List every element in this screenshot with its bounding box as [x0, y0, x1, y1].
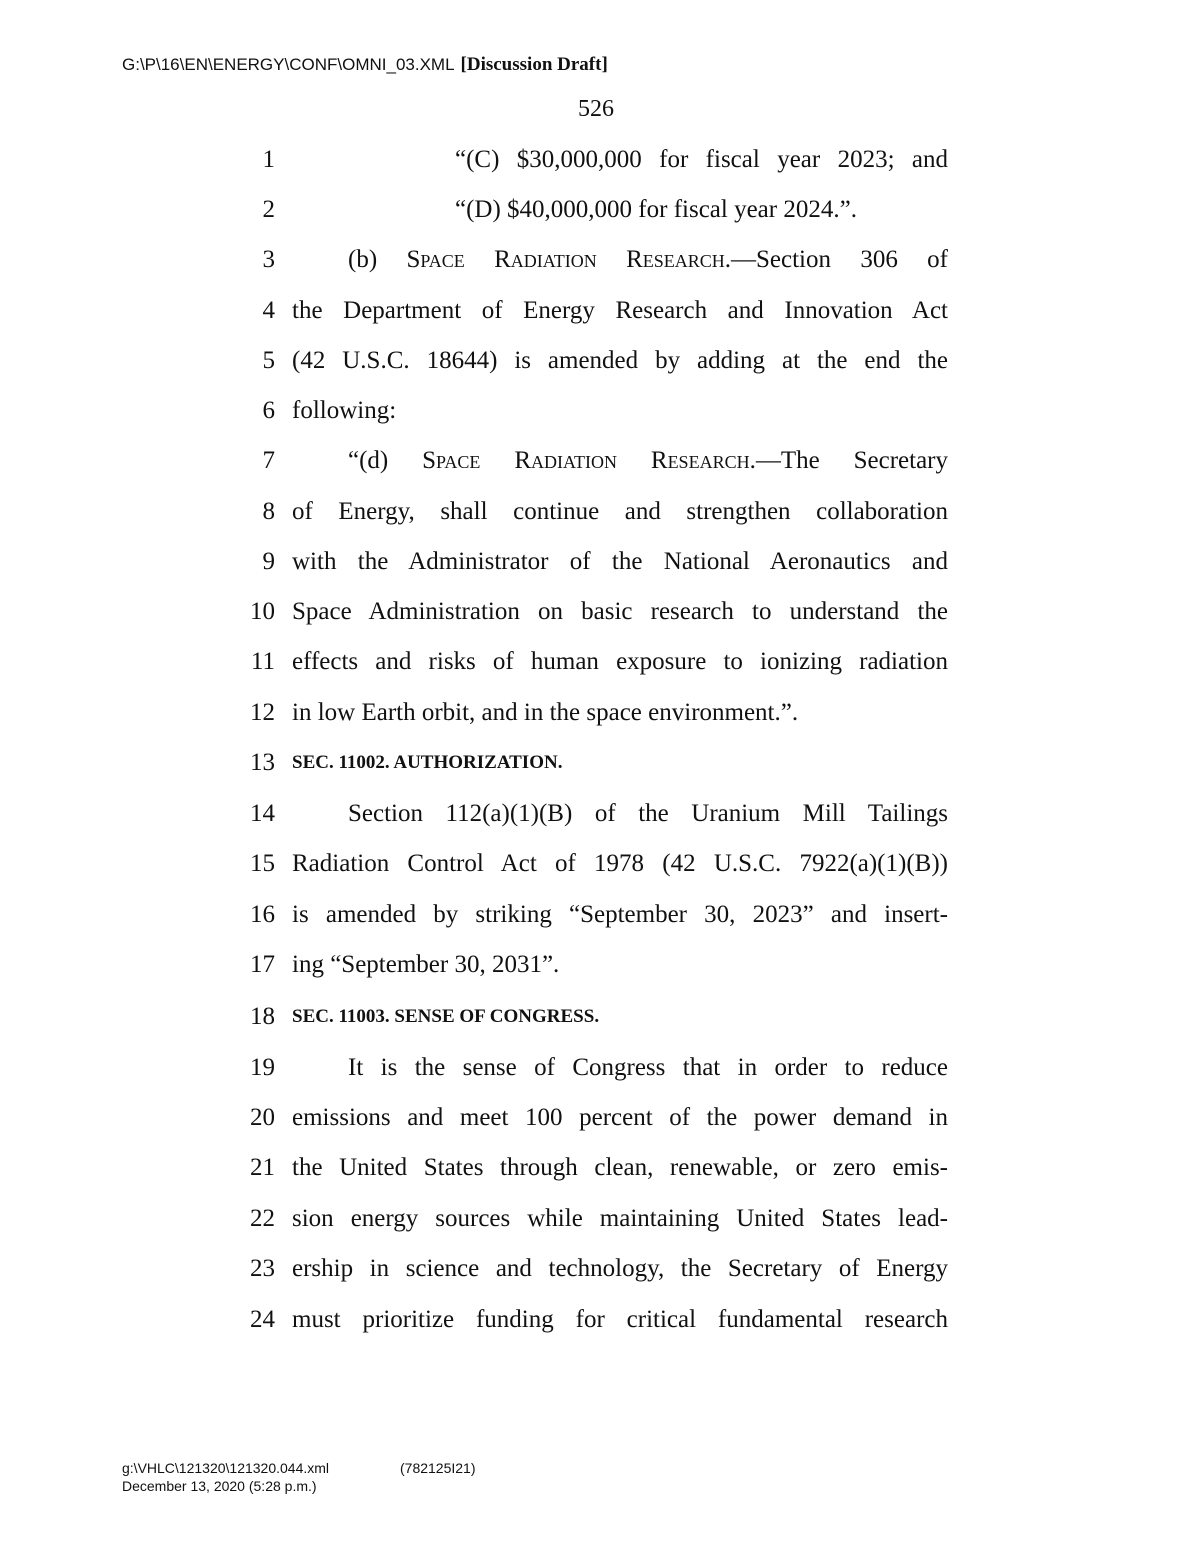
line-number: 7 [262, 447, 275, 474]
line-17 [0, 947, 1192, 983]
line-number: 15 [250, 850, 275, 877]
line-text: ing “September 30, 2031”. [292, 951, 560, 978]
line-number: 6 [262, 397, 275, 424]
footer-code: (782125I21) [400, 1460, 476, 1476]
subsection-heading: Space Radiation Research. [406, 246, 732, 273]
document-footer [122, 1459, 476, 1495]
line-number: 2 [262, 196, 275, 223]
line-number: 5 [262, 347, 275, 374]
line-number: 4 [262, 297, 275, 324]
line-22 [0, 1201, 1192, 1237]
subsection-text: —The Secretary [755, 447, 948, 474]
line-5 [0, 343, 1192, 379]
line-text [348, 443, 948, 479]
line-18 [0, 999, 1192, 1035]
line-number: 21 [250, 1154, 275, 1181]
line-number: 3 [262, 246, 275, 273]
footer-date: December 13, 2020 (5:28 p.m.) [122, 1478, 317, 1494]
line-text: Section 112(a)(1)(B) of the Uranium Mill Tailings [348, 800, 948, 827]
line-19 [0, 1050, 1192, 1086]
line-7 [0, 443, 1192, 479]
line-16 [0, 897, 1192, 933]
line-number: 10 [250, 598, 275, 625]
line-8 [0, 494, 1192, 530]
line-text: “(D) $40,000,000 for fiscal year 2024.”. [455, 196, 857, 223]
line-14 [0, 796, 1192, 832]
section-heading: SEC. 11002. AUTHORIZATION. [292, 752, 563, 773]
line-12 [0, 695, 1192, 731]
line-text: “(C) $30,000,000 for fiscal year 2023; and [455, 146, 948, 173]
line-text: must prioritize funding for critical fundamental research [292, 1306, 948, 1333]
line-20 [0, 1100, 1192, 1136]
line-number: 22 [250, 1205, 275, 1232]
draft-status: [Discussion Draft] [460, 54, 608, 75]
line-number: 11 [250, 648, 275, 675]
line-13 [0, 745, 1192, 781]
line-21 [0, 1150, 1192, 1186]
line-6 [0, 393, 1192, 429]
line-text [348, 242, 948, 278]
line-9 [0, 544, 1192, 580]
line-text: (42 U.S.C. 18644) is amended by adding at the end the [292, 347, 948, 374]
page-number: 526 [578, 96, 614, 122]
line-text: effects and risks of human exposure to ionizing radiation [292, 648, 948, 675]
line-number: 23 [250, 1255, 275, 1282]
subsection-designation: (b) [348, 246, 407, 273]
file-path: G:\P\16\EN\ENERGY\CONF\OMNI_03.XML [122, 55, 455, 74]
line-1 [0, 142, 1192, 178]
line-text: Radiation Control Act of 1978 (42 U.S.C. 7922(a)(1)(B)) [292, 850, 948, 877]
line-2 [0, 192, 1192, 228]
line-text: sion energy sources while maintaining United States lead- [292, 1205, 948, 1232]
line-text: emissions and meet 100 percent of the power demand in [292, 1104, 948, 1131]
line-number: 14 [250, 800, 275, 827]
line-text: in low Earth orbit, and in the space environment.”. [292, 699, 799, 726]
subsection-text: —Section 306 of [731, 246, 948, 273]
line-text: is amended by striking “September 30, 2023” and insert- [292, 901, 948, 928]
line-number: 9 [262, 548, 275, 575]
line-text: ership in science and technology, the Secretary of Energy [292, 1255, 948, 1282]
footer-file: g:\VHLC\121320\121320.044.xml [122, 1460, 330, 1476]
line-text: It is the sense of Congress that in order to reduce [348, 1054, 948, 1081]
line-number: 18 [250, 1003, 275, 1030]
line-number: 17 [250, 951, 275, 978]
line-number: 20 [250, 1104, 275, 1131]
line-24 [0, 1302, 1192, 1338]
line-text: with the Administrator of the National Aeronautics and [292, 548, 948, 575]
line-number: 8 [262, 498, 275, 525]
line-10 [0, 594, 1192, 630]
line-3 [0, 242, 1192, 278]
line-number: 16 [250, 901, 275, 928]
line-23 [0, 1251, 1192, 1287]
line-number: 19 [250, 1054, 275, 1081]
section-heading: SEC. 11003. SENSE OF CONGRESS. [292, 1006, 600, 1027]
line-text: the Department of Energy Research and Innovation Act [292, 297, 948, 324]
line-11 [0, 644, 1192, 680]
subsection-designation: “(d) [348, 447, 423, 474]
line-text: of Energy, shall continue and strengthen collaboration [292, 498, 948, 525]
line-number: 12 [250, 699, 275, 726]
line-15 [0, 846, 1192, 882]
line-number: 24 [250, 1306, 275, 1333]
line-number: 13 [250, 749, 275, 776]
subsection-heading: Space Radiation Research. [422, 447, 756, 474]
line-text: following: [292, 397, 397, 424]
document-header [122, 54, 608, 76]
line-4 [0, 293, 1192, 329]
line-number: 1 [262, 146, 275, 173]
line-text: Space Administration on basic research to understand the [292, 598, 948, 625]
line-text: the United States through clean, renewable, or zero emis- [292, 1154, 948, 1181]
